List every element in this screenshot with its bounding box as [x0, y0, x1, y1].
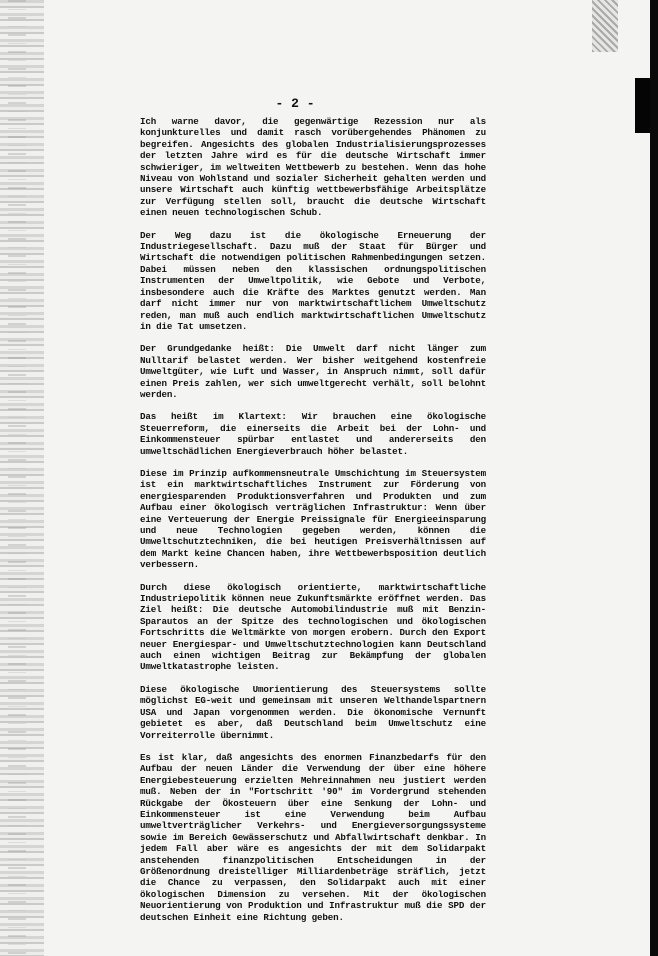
document-body [140, 116, 486, 934]
scan-black-edge [650, 0, 658, 956]
paragraph-financing: Es ist klar, daß angesichts des enormen Finanzbedarfs für den Aufbau der neuen Länder die Verwendung der über eine höhere Energiebesteuerung erzielten Mehreinnahmen neu justiert werden muß. Neben der in "Fortschritt '90" im Vordergrund stehenden Rückgabe der Ökosteuern über eine Senkung der Lohn- und Einkommensteuer ist eine Verwendung beim Aufbau umweltverträglicher Verkehrs- und Energieversorgungssysteme sowie im Bereich Gewässerschutz und Abfallwirtschaft denkbar. In jedem Fall aber wäre es angesichts der mit dem Solidarpakt anstehenden finanzpolitischen Entscheidungen in der Größenordnung dreistelliger Milliardenbeträge sträflich, jetzt die Chance zu verpassen, den Solidarpakt auch mit einer ökologischen Dimension zu versehen. Mit der ökologischen Neuorientierung von Produktion und Infrastruktur muß die SPD der deutschen Einheit eine Richtung geben. [140, 751, 486, 923]
paragraph-recession: Ich warne davor, die gegenwärtige Rezession nur als konjunkturelles und damit rasch vorübergehendes Phänomen zu begreifen. Angesichts des globalen Industrialisierungsprozesses der letzten Jahre wird es für die deutsche Wirtschaft immer schwieriger, im weltweiten Wettbewerb zu bestehen. Wenn das hohe Niveau von Wohlstand und sozialer Sicherheit gehalten werden und unsere Wirtschaft auch künftig wettbewerbsfähige Arbeitsplätze zur Verfügung stellen soll, braucht die deutsche Wirtschaft einen neuen technologischen Schub. [140, 116, 486, 219]
paragraph-basic-idea: Der Grundgedanke heißt: Die Umwelt darf nicht länger zum Nulltarif belastet werden. Wer bisher weitgehend kostenfreie Umweltgüter, wie Luft und Wasser, in Anspruch nimmt, soll dafür einen Preis zahlen, wer sich umweltgerecht verhält, soll belohnt werden. [140, 343, 486, 400]
paragraph-restructuring: Diese im Prinzip aufkommensneutrale Umschichtung im Steuersystem ist ein marktwirtschaftliches Instrument zur Förderung von energiesparenden Produktionsverfahren und Produkten und zum Aufbau einer ökologisch verträglichen Infrastruktur: Wenn über eine Verteuerung der Energie Preissignale für Energieeinsparung und neue Technologien gegeben werden, können die Umweltschutztechniken, die bei heutigen Preisverhältnissen auf dem Markt keine Chancen haben, ihre Wettbewerbsposition deutlich verbessern. [140, 467, 486, 571]
paragraph-ecological-renewal: Der Weg dazu ist die ökologische Erneuerung der Industriegesellschaft. Dazu muß der Staat für Bürger und Wirtschaft die notwendigen politischen Rahmenbedingungen setzen. Dabei müssen neben den klassischen ordnungspolitischen Instrumenten der Umweltpolitik, wie Gebote und Verbote, insbesondere auch die Kräfte des Marktes genutzt werden. Man darf nicht immer nur von marktwirtschaftlichem Umweltschutz reden, man muß auch endlich marktwirtschaftlichen Umweltschutz in die Tat umsetzen. [140, 229, 486, 332]
page-number: - 2 - [275, 96, 315, 111]
paragraph-industrial-policy: Durch diese ökologisch orientierte, marktwirtschaftliche Industriepolitik können neue Zukunftsmärkte eröffnet werden. Das Ziel heißt: Die deutsche Automobilindustrie muß mit Benzin-Sparautos an der Spitze des technologischen und ökologischen Fortschritts die Weltmärkte von morgen erobern. Durch den Export neuer Energiespar- und Umweltschutztechnologien kann Deutschland auch einen wichtigen Beitrag zur Bekämpfung der globalen Umweltkatastrophe leisten. [140, 581, 486, 673]
paragraph-eu-wide: Diese ökologische Umorientierung des Steuersystems sollte möglichst EG-weit und gemeinsam mit unseren Welthandelspartnern USA und Japan vorgenommen werden. Die ökonomische Vernunft gebietet es aber, daß Deutschland beim Umweltschutz eine Vorreiterrolle übernimmt. [140, 683, 486, 741]
scan-artifact-top-right [592, 0, 618, 52]
scan-shadow-left [0, 0, 44, 956]
paragraph-tax-reform: Das heißt im Klartext: Wir brauchen eine ökologische Steuerreform, die einerseits die Arbeit bei der Lohn- und Einkommensteuer spürbar entlastet und andererseits den umweltschädlichen Energieverbrauch höher belastet. [140, 411, 486, 457]
